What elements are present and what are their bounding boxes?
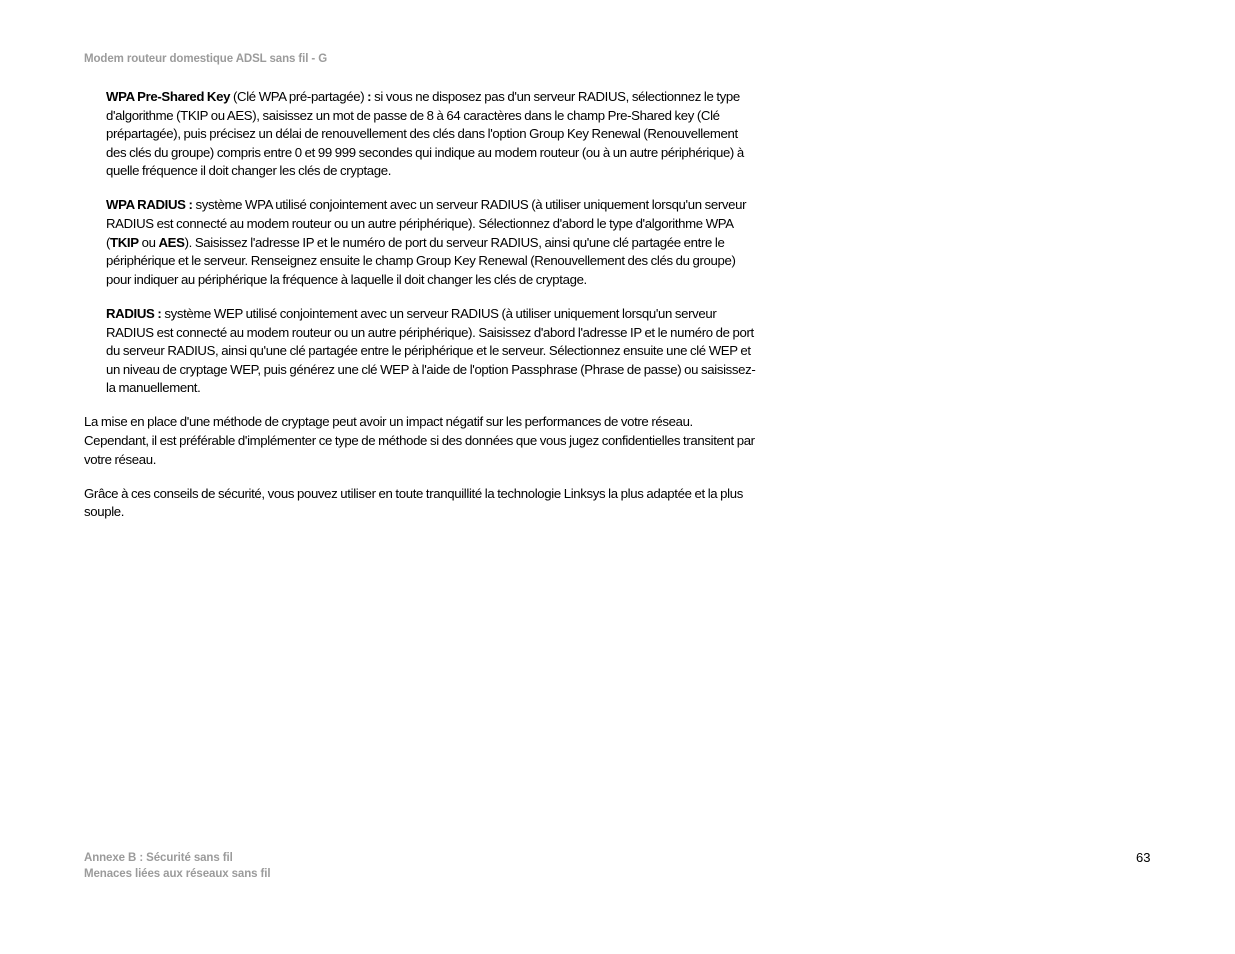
footer-section: Menaces liées aux réseaux sans fil	[84, 868, 271, 880]
wpa-psk-colon: :	[367, 89, 372, 104]
running-header: Modem routeur domestique ADSL sans fil - G	[84, 53, 328, 65]
wpa-psk-paragraph	[106, 88, 758, 181]
wpa-radius-paragraph	[106, 196, 758, 289]
conclusion-paragraph: Grâce à ces conseils de sécurité, vous pouvez utiliser en toute tranquillité la technologie Linksys la plus adaptée et la plus souple.	[84, 485, 743, 520]
wpa-psk-text: si vous ne disposez pas d'un serveur RADIUS, sélectionnez le type d'algorithme (TKIP ou AES), saisissez un mot de passe de 8 à 64 caractères dans le champ Pre-Shared key (Clé prépartagée), puis précisez un délai de renouvellement des clés dans l'option Group Key Renewal (Renouvellement des clés du groupe) compris entre 0 et 99 999 secondes qui indique au modem routeur (ou à un autre périphérique) à quelle fréquence il doit changer les clés de cryptage.	[106, 89, 744, 179]
impact-paragraph: La mise en place d'une méthode de cryptage peut avoir un impact négatif sur les performances de votre réseau. Cependant, il est préférable d'implémenter ce type de méthode si des données que vous jugez confidentielles transitent par votre réseau.	[84, 414, 755, 467]
wpa-psk-paren: (Clé WPA pré-partagée)	[230, 89, 368, 104]
document-body	[84, 88, 758, 537]
or-text: ou	[138, 234, 159, 250]
wpa-radius-text-1: système WPA utilisé conjointement avec un serveur RADIUS (à utiliser uniquement lorsqu'un serveur RADIUS est connecté au modem routeur ou un autre périphérique). Sélectionnez d'abord le type d'algorithme WPA (	[106, 197, 747, 250]
wpa-radius-term: WPA RADIUS :	[106, 197, 193, 213]
tkip-term: TKIP	[110, 234, 139, 250]
radius-paragraph	[106, 305, 758, 398]
radius-text: système WEP utilisé conjointement avec un serveur RADIUS (à utiliser uniquement lorsqu'un serveur RADIUS est connecté au modem routeur ou un autre périphérique). Saisissez d'abord l'adresse IP et le numéro de port du serveur RADIUS, ainsi qu'une clé partagée entre le périphérique et le serveur. Sélectionnez ensuite une clé WEP et un niveau de cryptage WEP, puis générez une clé WEP à l'aide de l'option Passphrase (Phrase de passe) ou saisissez-la manuellement.	[106, 305, 756, 396]
wpa-psk-term: WPA Pre-Shared Key	[106, 89, 231, 104]
wpa-radius-text-2: ). Saisissez l'adresse IP et le numéro de port du serveur RADIUS, ainsi qu'une clé partagée entre le périphérique et le serveur. Renseignez ensuite le champ Group Key Renewal (Renouvellement des clés du groupe) pour indiquer au périphérique la fréquence à laquelle il doit changer les clés de cryptage.	[106, 234, 736, 287]
aes-term: AES	[158, 234, 185, 250]
footer-chapter: Annexe B : Sécurité sans fil	[84, 852, 233, 864]
page-number: 63	[1136, 850, 1151, 865]
radius-term: RADIUS :	[106, 305, 162, 321]
running-footer	[84, 850, 270, 882]
